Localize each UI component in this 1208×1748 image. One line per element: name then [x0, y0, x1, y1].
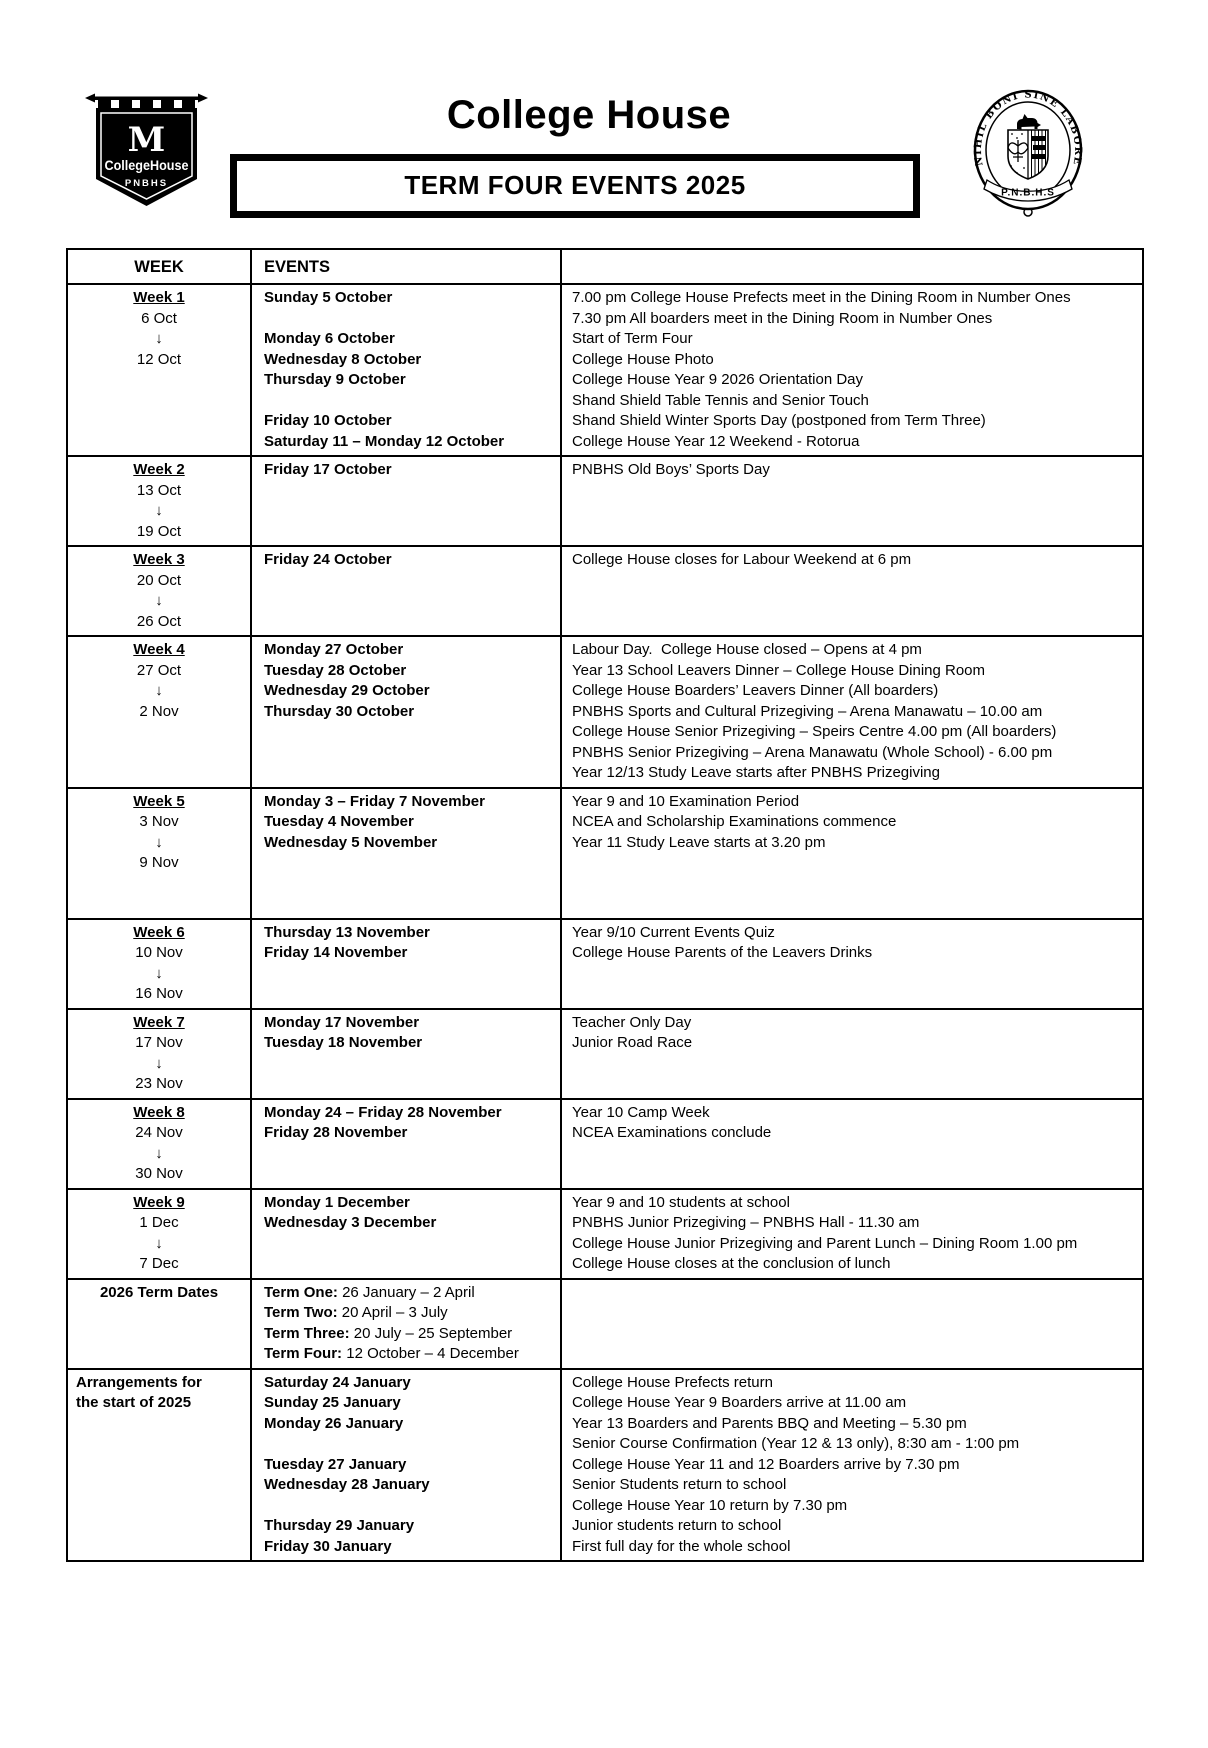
week-line: 13 Oct: [136, 481, 182, 499]
event-description: Year 9/10 Current Events Quiz: [572, 923, 775, 941]
event-description-line: [572, 370, 1142, 391]
pennant-icon: [84, 88, 209, 212]
event-description: 7.30 pm All boarders meet in the Dining Room in Number Ones: [572, 309, 993, 327]
event-description-line: [572, 1516, 1142, 1537]
event-date-line: [264, 1516, 560, 1537]
week-line: 1 Dec: [139, 1214, 179, 1231]
week-cell: [67, 456, 251, 546]
event-date-line: [264, 1193, 560, 1214]
event-date: Term Two:: [264, 1304, 338, 1321]
week-line: ↓: [155, 682, 163, 699]
week-cell: [67, 546, 251, 636]
event-description-line: [572, 391, 1142, 412]
table-row: [67, 456, 1143, 546]
week-line: 7 Dec: [139, 1255, 179, 1272]
event-date: Friday 17 October: [264, 461, 392, 478]
event-date: Wednesday 8 October: [264, 350, 422, 368]
event-description-line: [572, 702, 1142, 723]
event-date-line: [264, 432, 560, 453]
event-date-detail: 20 April – 3 July: [337, 1304, 448, 1321]
event-date: Tuesday 4 November: [264, 813, 414, 830]
event-date: Thursday 13 November: [264, 923, 430, 941]
week-line: 27 Oct: [136, 661, 182, 679]
event-date-line: [264, 833, 560, 854]
week-line: 20 Oct: [136, 571, 182, 589]
week-line: ↓: [155, 964, 163, 982]
event-date-line: [264, 1033, 560, 1054]
event-description-line: [572, 1303, 1142, 1324]
event-description-line: [572, 1434, 1142, 1455]
term-events-banner: [230, 154, 920, 218]
document-header: [66, 88, 1142, 218]
table-row: [67, 788, 1143, 919]
week-cell: [67, 1369, 251, 1562]
event-description-line: [572, 550, 1142, 571]
event-date: Wednesday 28 January: [264, 1476, 430, 1493]
week-line: ↓: [155, 330, 163, 347]
week-line: 6 Oct: [141, 309, 177, 327]
details-cell: [561, 1009, 1143, 1099]
details-cell: [561, 456, 1143, 546]
event-description: College House Year 9 Boarders arrive at 11.00 am: [572, 1394, 907, 1411]
event-date: Monday 17 November: [264, 1013, 420, 1031]
event-date-line: [264, 702, 560, 723]
events-cell: [251, 284, 561, 456]
event-description-line: [572, 1393, 1142, 1414]
week-line: 30 Nov: [135, 1165, 183, 1182]
event-date: Saturday 11 – Monday 12 October: [264, 432, 505, 450]
event-description: Shand Shield Table Tennis and Senior Touch: [572, 391, 869, 409]
event-description-line: [572, 894, 1142, 915]
event-date: Sunday 5 October: [264, 289, 393, 306]
event-description-line: [572, 1324, 1142, 1345]
event-date-line: [264, 370, 560, 391]
details-cell: [561, 788, 1143, 919]
week-line: Week 6: [133, 923, 185, 941]
event-description: College House Year 11 and 12 Boarders arrive by 7.30 pm: [572, 1455, 960, 1473]
event-date: Monday 27 October: [264, 641, 404, 658]
event-date-line: [264, 1234, 560, 1255]
event-description: Start of Term Four: [572, 330, 693, 347]
event-description-line: [572, 943, 1142, 964]
week-line: ↓: [155, 833, 163, 851]
event-description-line: [572, 1123, 1142, 1144]
events-cell: [251, 1099, 561, 1189]
events-cell: [251, 1369, 561, 1562]
event-description: PNBHS Junior Prizegiving – PNBHS Hall - 11.30 am: [572, 1214, 920, 1231]
event-description: Labour Day. College House closed – Opens at 4 pm: [572, 641, 922, 658]
events-cell: [251, 919, 561, 1009]
event-description-line: [572, 432, 1142, 453]
event-date: Wednesday 29 October: [264, 682, 430, 699]
event-description-line: [572, 1283, 1142, 1304]
event-date-line: [264, 792, 560, 813]
document-page: [0, 88, 1208, 1748]
event-description: Year 9 and 10 Examination Period: [572, 792, 800, 810]
event-date-line: [264, 1393, 560, 1414]
events-cell: [251, 1189, 561, 1279]
week-line: 2 Nov: [139, 702, 179, 720]
events-cell: [251, 546, 561, 636]
event-description-line: [572, 309, 1142, 330]
week-line: Week 9: [133, 1193, 185, 1211]
event-date: Term Four:: [264, 1345, 343, 1362]
event-description: Teacher Only Day: [572, 1013, 692, 1031]
monogram-m: M: [127, 120, 166, 160]
event-description: College House Senior Prizegiving – Speirs Centre 4.00 pm (All boarders): [572, 723, 1057, 740]
table-row: [67, 919, 1143, 1009]
event-date-line: [264, 1434, 560, 1455]
table-row: [67, 636, 1143, 788]
event-description: Year 13 School Leavers Dinner – College House Dining Room: [572, 661, 986, 679]
week-cell: [67, 919, 251, 1009]
col-header-details: [561, 249, 1143, 284]
event-description: College House Prefects return: [572, 1373, 773, 1391]
event-date-line: [264, 812, 560, 833]
event-description: Junior students return to school: [572, 1517, 782, 1534]
week-cell: [67, 1009, 251, 1099]
event-date: Monday 3 – Friday 7 November: [264, 792, 485, 810]
event-description-line: [572, 874, 1142, 895]
week-line: 3 Nov: [139, 813, 179, 830]
event-description-line: [572, 812, 1142, 833]
event-description: College House Parents of the Leavers Drinks: [572, 944, 873, 961]
week-cell: [67, 1279, 251, 1369]
event-date: Monday 1 December: [264, 1193, 410, 1211]
event-description-line: [572, 681, 1142, 702]
event-date-line: [264, 722, 560, 743]
event-description-line: [572, 1344, 1142, 1365]
event-date-line: [264, 923, 560, 944]
event-date-line: [264, 350, 560, 371]
week-line: Week 3: [133, 551, 185, 568]
week-line: Week 2: [133, 461, 185, 478]
event-date: Monday 26 January: [264, 1414, 404, 1432]
event-date-line: [264, 640, 560, 661]
college-house-pennant-logo: [66, 88, 206, 212]
event-date: Monday 24 – Friday 28 November: [264, 1103, 502, 1121]
event-description: First full day for the whole school: [572, 1537, 791, 1555]
week-line: 24 Nov: [135, 1124, 183, 1141]
event-description-line: [572, 1373, 1142, 1394]
week-line: 19 Oct: [136, 522, 182, 540]
event-description: College House Year 12 Weekend - Rotorua: [572, 432, 860, 450]
event-description-line: [572, 792, 1142, 813]
event-date: Thursday 29 January: [264, 1517, 415, 1534]
event-description: Year 9 and 10 students at school: [572, 1193, 790, 1211]
events-cell: [251, 456, 561, 546]
event-description-line: [572, 1254, 1142, 1275]
week-line: 26 Oct: [136, 612, 182, 630]
crest-motto: NIHIL BONI SINE LABORE: [972, 89, 1084, 167]
event-date-line: [264, 1455, 560, 1476]
event-description-line: [572, 411, 1142, 432]
event-description: Senior Course Confirmation (Year 12 & 13 only), 8:30 am - 1:00 pm: [572, 1435, 1020, 1452]
event-description-line: [572, 1414, 1142, 1435]
event-date: Friday 10 October: [264, 412, 392, 429]
event-description: Year 13 Boarders and Parents BBQ and Meeting – 5.30 pm: [572, 1414, 967, 1432]
events-cell: [251, 1279, 561, 1369]
event-description: PNBHS Old Boys’ Sports Day: [572, 461, 770, 478]
event-description-line: [572, 460, 1142, 481]
week-line: Week 1: [133, 289, 185, 306]
event-description-line: [572, 661, 1142, 682]
event-description-line: [572, 763, 1142, 784]
event-description: 7.00 pm College House Prefects meet in the Dining Room in Number Ones: [572, 289, 1071, 306]
event-date-line: [264, 894, 560, 915]
event-description: NCEA Examinations conclude: [572, 1124, 772, 1141]
event-date-line: [264, 1013, 560, 1034]
event-date-line: [264, 1537, 560, 1558]
week-line: Week 8: [133, 1103, 185, 1121]
table-row: [67, 1279, 1143, 1369]
event-date-line: [264, 550, 560, 571]
week-line: Week 5: [133, 792, 185, 810]
details-cell: [561, 919, 1143, 1009]
event-description-line: [572, 329, 1142, 350]
event-description-line: [572, 350, 1142, 371]
event-description: College House Boarders’ Leavers Dinner (All boarders): [572, 682, 939, 699]
event-date-line: [264, 1496, 560, 1517]
event-description: College House closes for Labour Weekend at 6 pm: [572, 551, 912, 568]
week-line: 9 Nov: [139, 854, 179, 871]
table-row: [67, 1009, 1143, 1099]
event-date: Tuesday 18 November: [264, 1034, 423, 1051]
event-description: Year 11 Study Leave starts at 3.20 pm: [572, 833, 826, 851]
event-date: Sunday 25 January: [264, 1394, 401, 1411]
event-description: PNBHS Senior Prizegiving – Arena Manawatu (Whole School) - 6.00 pm: [572, 743, 1053, 761]
event-description-line: [572, 1475, 1142, 1496]
table-row: [67, 1099, 1143, 1189]
pnbhs-crest: [972, 88, 1142, 218]
event-date: Tuesday 27 January: [264, 1455, 407, 1473]
details-cell: [561, 284, 1143, 456]
event-description-line: [572, 1496, 1142, 1517]
event-description-line: [572, 923, 1142, 944]
event-date-line: [264, 943, 560, 964]
event-date: Wednesday 3 December: [264, 1214, 437, 1231]
event-date-line: [264, 309, 560, 330]
details-cell: [561, 1099, 1143, 1189]
event-description-line: [572, 1013, 1142, 1034]
event-description: Senior Students return to school: [572, 1476, 787, 1493]
event-description: College House Junior Prizegiving and Parent Lunch – Dining Room 1.00 pm: [572, 1234, 1078, 1252]
week-cell: [67, 284, 251, 456]
details-cell: [561, 1369, 1143, 1562]
event-date-line: [264, 874, 560, 895]
title-block: [206, 88, 972, 218]
event-date-line: [264, 391, 560, 412]
week-line: 2026 Term Dates: [99, 1283, 219, 1301]
event-date-line: [264, 460, 560, 481]
event-description-line: [572, 1103, 1142, 1124]
banner-title: TERM FOUR EVENTS 2025: [404, 170, 746, 200]
event-description: Junior Road Race: [572, 1034, 693, 1051]
event-description: NCEA and Scholarship Examinations commence: [572, 813, 897, 830]
event-date-detail: 20 July – 25 September: [349, 1324, 513, 1342]
logo-name: CollegeHouse: [104, 158, 189, 173]
event-date-line: [264, 329, 560, 350]
week-line: Week 4: [133, 641, 185, 658]
week-line: 12 Oct: [136, 350, 182, 368]
week-cell: [67, 1099, 251, 1189]
event-date-line: [264, 1475, 560, 1496]
books-icon: [1032, 136, 1045, 159]
col-header-events: EVENTS: [251, 249, 561, 284]
event-date-line: [264, 1103, 560, 1124]
event-description: PNBHS Sports and Cultural Prizegiving – Arena Manawatu – 10.00 am: [572, 702, 1043, 720]
week-line: ↓: [155, 1234, 163, 1252]
event-date-line: [264, 1303, 560, 1324]
event-date-line: [264, 1254, 560, 1275]
event-date-line: [264, 743, 560, 764]
event-date-line: [264, 853, 560, 874]
event-date: Thursday 9 October: [264, 371, 406, 388]
week-line: ↓: [155, 1144, 163, 1162]
details-cell: [561, 546, 1143, 636]
event-description: Year 10 Camp Week: [572, 1103, 710, 1121]
week-line: Arrangements for: [76, 1373, 202, 1391]
event-date-line: [264, 681, 560, 702]
event-date-line: [264, 1373, 560, 1394]
event-date-line: [264, 1414, 560, 1435]
details-cell: [561, 1279, 1143, 1369]
event-date-line: [264, 1283, 560, 1304]
event-description-line: [572, 743, 1142, 764]
event-description-line: [572, 833, 1142, 854]
events-cell: [251, 636, 561, 788]
event-description-line: [572, 1234, 1142, 1255]
event-date-line: [264, 763, 560, 784]
event-description-line: [572, 1455, 1142, 1476]
week-line: 10 Nov: [135, 944, 183, 961]
week-line: 16 Nov: [135, 985, 183, 1002]
event-description: Year 12/13 Study Leave starts after PNBHS Prizegiving: [572, 764, 940, 781]
event-date-detail: 26 January – 2 April: [337, 1283, 475, 1301]
event-date: Friday 30 January: [264, 1537, 392, 1555]
event-date: Friday 28 November: [264, 1124, 408, 1141]
event-description: Shand Shield Winter Sports Day (postponed from Term Three): [572, 412, 986, 429]
week-line: 23 Nov: [135, 1075, 183, 1092]
event-date-line: [264, 661, 560, 682]
event-description-line: [572, 853, 1142, 874]
event-date: Thursday 30 October: [264, 702, 415, 720]
event-description-line: [572, 1193, 1142, 1214]
week-line: Week 7: [133, 1013, 185, 1031]
week-line: ↓: [155, 592, 163, 609]
event-date-detail: 12 October – 4 December: [342, 1345, 519, 1362]
event-date-line: [264, 288, 560, 309]
event-description-line: [572, 640, 1142, 661]
event-date-line: [264, 1213, 560, 1234]
event-date: Friday 14 November: [264, 944, 408, 961]
week-cell: [67, 788, 251, 919]
details-cell: [561, 1189, 1143, 1279]
event-date: Wednesday 5 November: [264, 833, 438, 851]
table-row: [67, 546, 1143, 636]
event-date: Tuesday 28 October: [264, 661, 407, 679]
page-title: College House: [446, 93, 732, 137]
event-description: College House Year 9 2026 Orientation Day: [572, 371, 864, 388]
event-date: Monday 6 October: [264, 330, 395, 347]
logo-school: PNBHS: [124, 178, 169, 189]
table-header-row: [67, 249, 1143, 284]
details-cell: [561, 636, 1143, 788]
event-date: Term One:: [264, 1283, 338, 1301]
week-line: 17 Nov: [135, 1034, 183, 1051]
event-description-line: [572, 288, 1142, 309]
col-header-week: WEEK: [67, 249, 251, 284]
crest-initials: P.N.B.H.S: [1001, 187, 1055, 199]
pnbhs-crest-icon: [972, 88, 1084, 218]
week-cell: [67, 1189, 251, 1279]
event-date: Friday 24 October: [264, 551, 392, 568]
event-date-line: [264, 1324, 560, 1345]
event-description-line: [572, 1537, 1142, 1558]
event-description-line: [572, 1033, 1142, 1054]
week-line: ↓: [155, 502, 163, 519]
event-description: College House closes at the conclusion of lunch: [572, 1255, 891, 1272]
events-cell: [251, 788, 561, 919]
event-date-line: [264, 1344, 560, 1365]
table-row: [67, 1189, 1143, 1279]
events-cell: [251, 1009, 561, 1099]
table-row: [67, 1369, 1143, 1562]
week-line: ↓: [155, 1054, 163, 1072]
events-table: [66, 248, 1144, 1562]
event-description: College House Year 10 return by 7.30 pm: [572, 1496, 848, 1514]
table-row: [67, 284, 1143, 456]
event-date-line: [264, 411, 560, 432]
event-date-line: [264, 1123, 560, 1144]
week-line: the start of 2025: [76, 1394, 192, 1411]
event-description-line: [572, 722, 1142, 743]
event-description-line: [572, 1213, 1142, 1234]
week-cell: [67, 636, 251, 788]
event-description: College House Photo: [572, 350, 714, 368]
event-date: Term Three:: [264, 1324, 350, 1342]
event-date: Saturday 24 January: [264, 1373, 411, 1391]
